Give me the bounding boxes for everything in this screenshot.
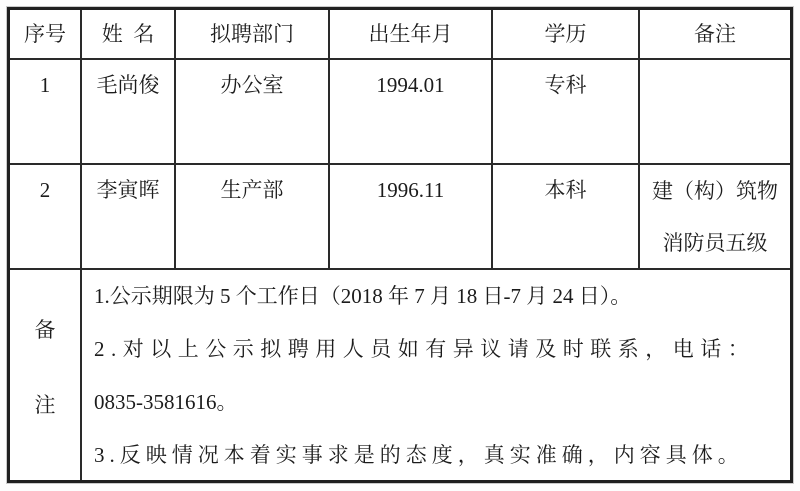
header-cell-birthdate: 出生年月 (330, 10, 493, 60)
header-cell-education: 学历 (493, 10, 640, 60)
note-line-1: 1.公示期限为 5 个工作日（2018 年 7 月 18 日-7 月 24 日）。 (94, 284, 632, 308)
row1-cell-education: 专科 (493, 60, 640, 165)
row2-cell-birthdate: 1996.11 (330, 165, 493, 270)
row1-cell-birthdate: 1994.01 (330, 60, 493, 165)
header-cell-serial: 序号 (10, 10, 82, 60)
header-cell-name: 姓 名 (82, 10, 176, 60)
footer-label-char: 注 (34, 392, 56, 417)
row1-cell-department: 办公室 (176, 60, 330, 165)
row2-cell-department: 生产部 (176, 165, 330, 270)
footer-label-char: 备 (34, 317, 56, 342)
header-cell-department: 拟聘部门 (176, 10, 330, 60)
row2-cell-education: 本科 (493, 165, 640, 270)
header-cell-remark: 备注 (640, 10, 790, 60)
row2-cell-serial: 2 (10, 165, 82, 270)
row1-cell-name: 毛尚俊 (82, 60, 176, 165)
row2-cell-remark (640, 165, 790, 270)
row1-cell-serial: 1 (10, 60, 82, 165)
footer-label-remark (10, 270, 82, 480)
recruitment-notice-table (7, 7, 793, 483)
row1-cell-remark (640, 60, 790, 165)
note-line-2: 2.对以上公示拟聘用人员如有异议请及时联系，电话： (94, 337, 756, 361)
note-line-3: 3.反映情况本着实事求是的态度，真实准确，内容具体。 (94, 443, 744, 467)
row2-cell-name: 李寅晖 (82, 165, 176, 270)
note-line-phone: 0835-3581616。 (94, 390, 238, 414)
remark-line: 建（构）筑物 (652, 178, 778, 203)
remark-line: 消防员五级 (662, 230, 768, 255)
footer-notes (82, 270, 790, 480)
